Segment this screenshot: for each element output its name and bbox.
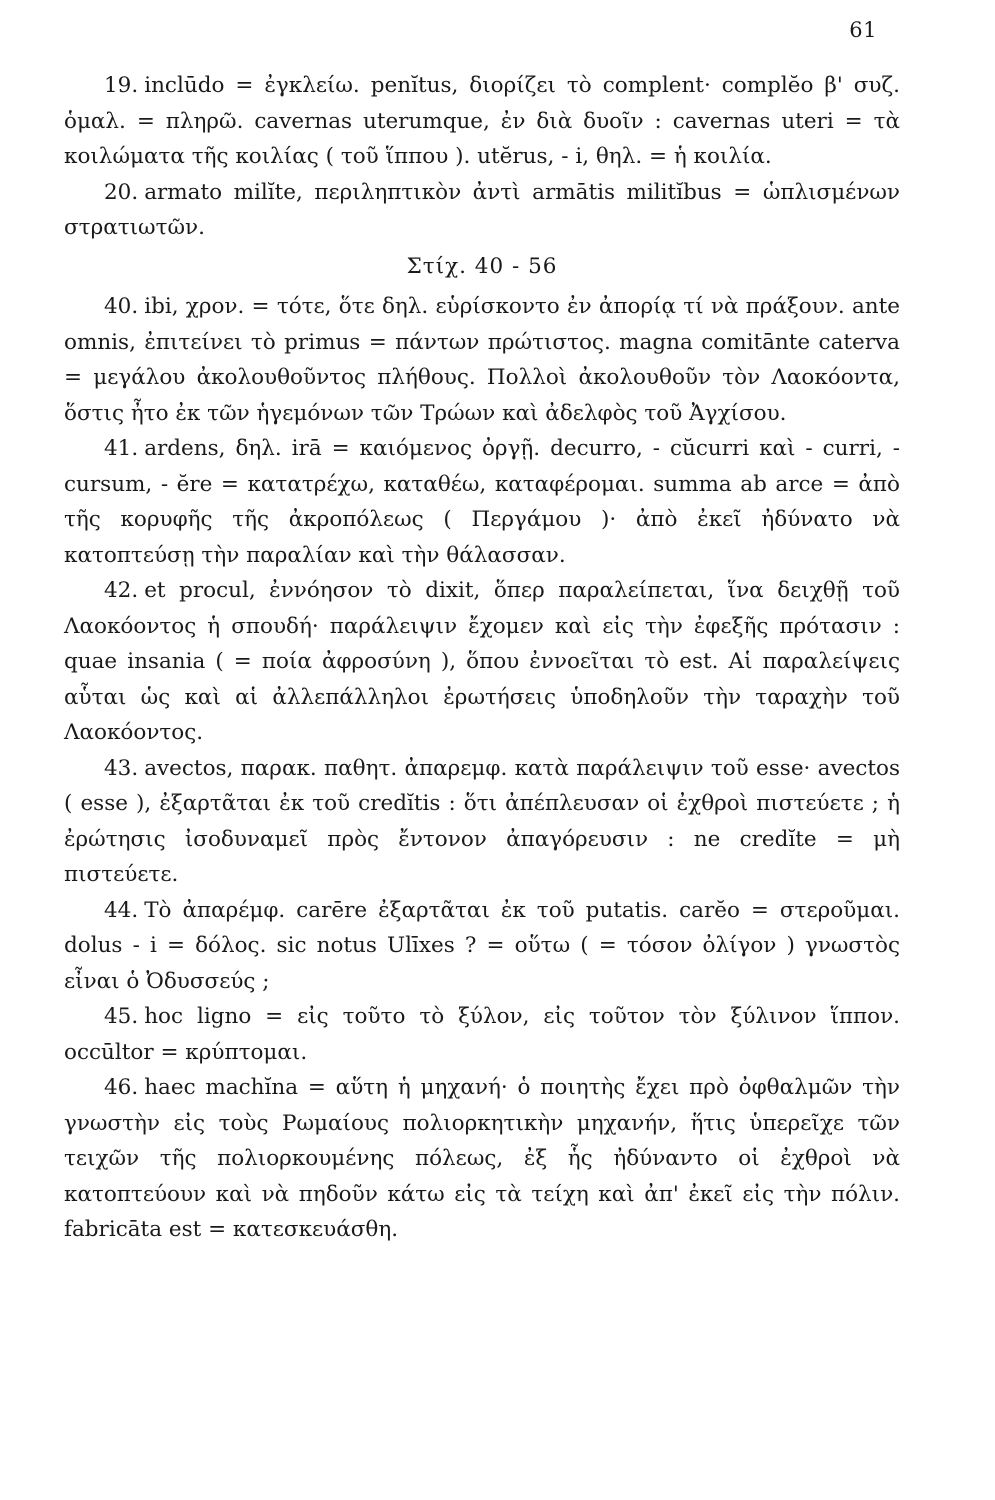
note-entry-44: [64, 893, 900, 1000]
note-number: 42.: [104, 578, 139, 603]
note-number: 20.: [104, 179, 139, 205]
section-heading: Στίχ. 40 - 56: [406, 253, 558, 279]
note-entry-46: [64, 1070, 900, 1248]
note-text: avectos, παρακ. παθητ. ἀπαρεμφ. κατὰ παράλειψιν τοῦ esse· avectos ( esse ), ἐξαρτᾶται ἐκ τοῦ credĭtis : ὅτι ἀπέπλευσαν οἱ ἐχθροὶ πιστεύετε ; ἡ ἐρώτησις ἰσοδυναμεῖ πρὸς ἔντονον ἀπαγόρευσιν : ne credĭte = μὴ πιστεύετε.: [64, 755, 900, 887]
note-text: hoc ligno = εἰς τοῦτο τὸ ξύλον, εἰς τοῦτον τὸν ξύλινον ἵππον. occūltor = κρύπτομαι.: [64, 1004, 900, 1065]
note-entry-41: [64, 431, 900, 573]
note-number: 46.: [104, 1075, 139, 1100]
note-entry-19: [64, 68, 900, 175]
note-number: 40.: [104, 294, 139, 319]
note-entry-43: [64, 751, 900, 893]
note-number: 19.: [104, 73, 139, 98]
note-text: armato milĭte, περιληπτικὸν ἀντὶ armātis militĭbus = ὡπλισμένων στρατιωτῶν.: [64, 179, 900, 240]
note-text: inclūdo = ἐγκλείω. penĭtus, διορίζει τὸ complent· complĕo β' συζ. ὁμαλ. = πληρῶ. cavernas uterumque, ἐν διὰ δυοῖν : cavernas uteri = τὰ κοιλώματα τῆς κοιλίας ( τοῦ ἵππου ). utĕrus, - i, θηλ. = ἡ κοιλία.: [64, 73, 900, 169]
note-entry-42: [64, 573, 900, 751]
page-number: 61: [849, 18, 877, 42]
note-number: 45.: [104, 1004, 139, 1029]
note-entry-20: [64, 175, 900, 246]
commentary-body: [64, 68, 900, 1248]
note-text: ibi, χρον. = τότε, ὅτε δηλ. εὑρίσκοντο ἐν ἀπορίᾳ τί νὰ πράξουν. ante omnis, ἐπιτείνει τὸ primus = πάντων πρώτιστος. magna comitānte caterva = μεγάλου ἀκολουθοῦντος πλήθους. Πολλοὶ ἀκολουθοῦν τὸν Λαοκόοντα, ὅστις ἦτο ἐκ τῶν ἡγεμόνων τῶν Τρώων καὶ ἀδελφὸς τοῦ Ἀγχίσου.: [64, 294, 900, 426]
note-number: 44.: [104, 897, 139, 923]
note-number: 43.: [104, 755, 139, 781]
note-text: et procul, ἐννόησον τὸ dixit, ὅπερ παραλείπεται, ἵνα δειχθῇ τοῦ Λαοκόοντος ἡ σπουδή· παράλειψιν ἔχομεν καὶ εἰς τὴν ἐφεξῆς πρότασιν : quae insania ( = ποία ἀφροσύνη ), ὅπου ἐννοεῖται τὸ est. Αἱ παραλείψεις αὗται ὡς καὶ αἱ ἀλλεπάλληλοι ἐρωτήσεις ὑποδηλοῦν τὴν ταραχὴν τοῦ Λαοκόοντος.: [64, 578, 900, 745]
note-entry-45: [64, 999, 900, 1070]
note-entry-40: [64, 289, 900, 431]
note-text: ardens, δηλ. irā = καιόμενος ὀργῇ. decurro, - cŭcurri καὶ - curri, - cursum, - ĕre = κατατρέχω, καταθέω, καταφέρομαι. summa ab arce = ἀπὸ τῆς κορυφῆς τῆς ἀκροπόλεως ( Περγάμου )· ἀπὸ ἐκεῖ ἠδύνατο νὰ κατοπτεύσῃ τὴν παραλίαν καὶ τὴν θάλασσαν.: [64, 436, 900, 568]
note-text: haec machĭna = αὕτη ἡ μηχανή· ὁ ποιητὴς ἔχει πρὸ ὀφθαλμῶν τὴν γνωστὴν εἰς τοὺς Ρωμαίους πολιορκητικὴν μηχανήν, ἥτις ὑπερεῖχε τῶν τειχῶν τῆς πολιορκουμένης πόλεως, ἐξ ἧς ἠδύναντο οἱ ἐχθροὶ νὰ κατοπτεύουν καὶ νὰ πηδοῦν κάτω εἰς τὰ τείχη καὶ ἀπ' ἐκεῖ εἰς τὴν πόλιν. fabricāta est = κατεσκευάσθη.: [64, 1075, 900, 1242]
note-number: 41.: [104, 436, 139, 461]
note-text: Τὸ ἀπαρέμφ. carēre ἐξαρτᾶται ἐκ τοῦ putatis. carĕo = στεροῦμαι. dolus - i = δόλος. sic notus Ulīxes ? = οὕτω ( = τόσον ὀλίγον ) γνωστὸς εἶναι ὁ Ὀδυσσεύς ;: [64, 897, 900, 994]
